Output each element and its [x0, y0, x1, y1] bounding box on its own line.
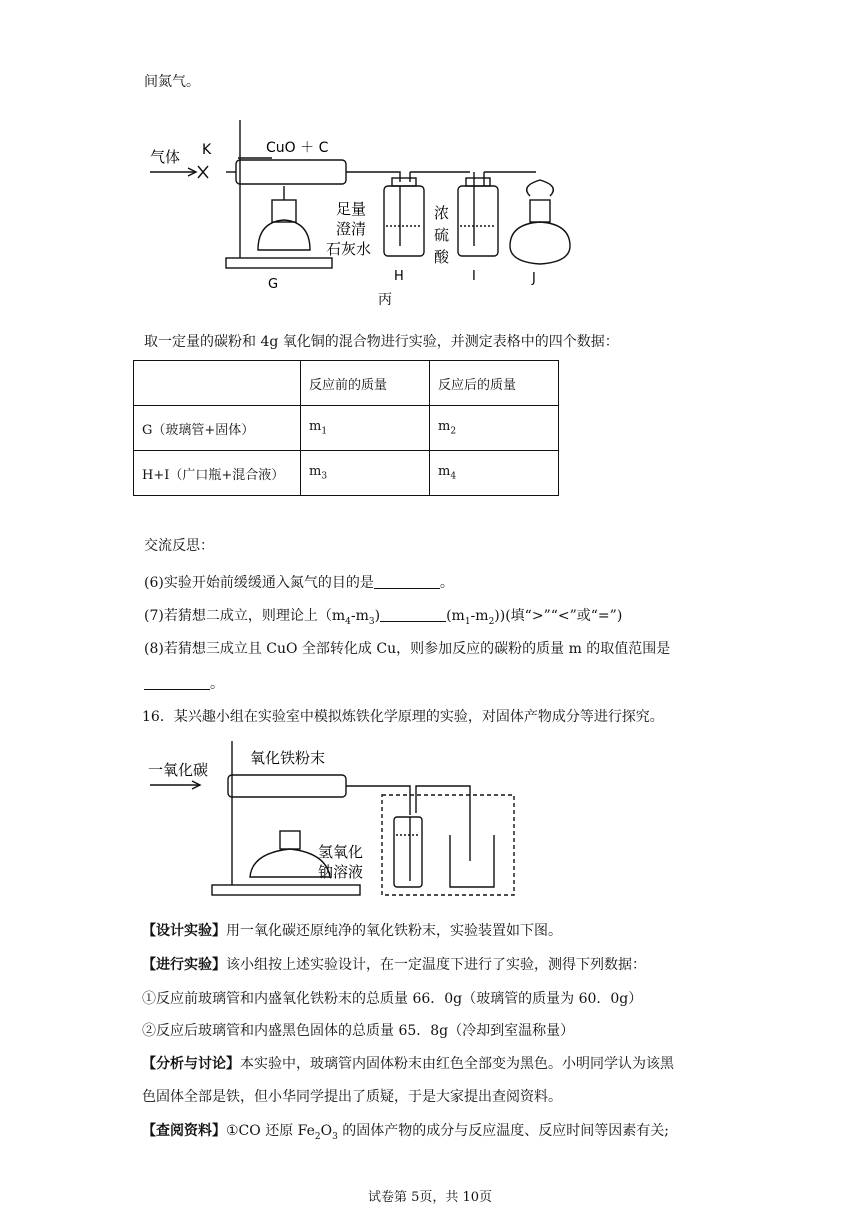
subscript: 3	[368, 616, 375, 627]
q6-end: 。	[439, 575, 454, 591]
analysis-line-2: 色固体全部是铁，但小华同学提出了质疑，于是大家提出查阅资料。	[142, 1089, 562, 1105]
mass-symbol: m	[309, 419, 322, 435]
table-cell	[301, 451, 430, 496]
q7-text: (m	[446, 608, 465, 624]
limewater-label-1: 足量	[336, 200, 367, 218]
naoh-label-1: 氢氧化	[318, 843, 364, 861]
q7-text: -m	[470, 608, 489, 624]
table-cell	[301, 406, 430, 451]
limewater-label-3: 石灰水	[326, 240, 372, 258]
gas-label-co: 一氧化碳	[148, 761, 209, 779]
info-text: O	[320, 1123, 333, 1139]
label-j: J	[532, 271, 536, 286]
label-g: G	[268, 277, 279, 292]
mass-symbol: m	[438, 464, 451, 480]
q7-text: )	[374, 608, 381, 624]
question-8: (8)若猜想三成立且 CuO 全部转化成 Cu，则参加反应的碳粉的质量 m 的取值范围是	[144, 641, 671, 657]
analysis-text: 本实验中，玻璃管内固体粉末由红色全部变为黑色。小明同学认为该黑	[240, 1056, 674, 1072]
subscript: 2	[488, 616, 495, 627]
limewater-label-2: 澄清	[336, 220, 367, 238]
section-tag: 【进行实验】	[142, 957, 226, 973]
q7-text: (7)若猜想二成立，则理论上（m	[144, 608, 346, 624]
acid-label-1: 浓	[434, 204, 450, 222]
label-h: H	[394, 269, 404, 284]
question-7	[144, 606, 622, 632]
table-cell: G（玻璃管+固体）	[134, 406, 301, 451]
data-line-1: ①反应前玻璃管和内盛氧化铁粉末的总质量 66．0g（玻璃管的质量为 60．0g）	[142, 991, 643, 1007]
data-line-2: ②反应后玻璃管和内盛黑色固体的总质量 65．8g（冷却到室温称量）	[142, 1023, 575, 1039]
gas-label: 气体	[150, 148, 181, 166]
reagent-label-fe2o3: 氧化铁粉末	[250, 749, 326, 767]
question-6	[144, 573, 454, 593]
subscript: 3	[321, 471, 328, 482]
page-footer: 试卷第 5页，共 10页	[367, 1190, 493, 1205]
acid-label-2: 硫	[434, 226, 450, 244]
naoh-label-2: 钠溶液	[318, 863, 364, 881]
analysis-line	[142, 1054, 674, 1074]
label-i: I	[472, 269, 476, 284]
table-cell: 反应前的质量	[301, 361, 430, 406]
table-cell: H+I（广口瓶+混合液）	[134, 451, 301, 496]
text-line: 交流反思：	[144, 538, 214, 554]
section-tag: 【分析与讨论】	[142, 1056, 240, 1072]
subscript: 1	[321, 426, 328, 437]
q7-text: -m	[350, 608, 369, 624]
q8-end: 。	[210, 676, 224, 692]
subscript: 1	[464, 616, 471, 627]
text-line: 取一定量的碳粉和 4g 氧化铜的混合物进行实验，并测定表格中的四个数据：	[144, 334, 619, 350]
info-text: 的固体产物的成分与反应温度、反应时间等因素有关;	[337, 1123, 669, 1139]
mass-table	[133, 360, 559, 496]
apparatus-figure-2	[0, 735, 860, 915]
acid-label-3: 酸	[434, 248, 450, 266]
answer-blank	[374, 574, 440, 589]
subscript: 2	[450, 426, 457, 437]
info-text: ①CO 还原 Fe	[226, 1123, 315, 1139]
design-text: 用一氧化碳还原纯净的氧化铁粉末，实验装置如下图。	[226, 923, 562, 939]
q7-text: ))(填“>”“<”或“=”)	[494, 608, 623, 624]
table-cell	[430, 451, 559, 496]
answer-blank	[144, 675, 210, 690]
apparatus-figure-1	[0, 0, 860, 320]
experiment-line	[142, 955, 646, 975]
q6-text: (6)实验开始前缓缓通入氮气的目的是	[144, 575, 374, 591]
subscript: 3	[332, 1131, 338, 1142]
subscript: 4	[345, 616, 351, 627]
mass-symbol: m	[438, 419, 451, 435]
figure-caption: 丙	[378, 292, 392, 308]
mass-symbol: m	[309, 464, 322, 480]
table-cell: 反应后的质量	[430, 361, 559, 406]
table-cell	[134, 361, 301, 406]
question-8-cont	[144, 674, 224, 694]
experiment-text: 该小组按上述实验设计，在一定温度下进行了实验，测得下列数据：	[226, 957, 646, 973]
table-cell	[430, 406, 559, 451]
subscript: 2	[314, 1131, 321, 1142]
section-tag: 【设计实验】	[142, 923, 226, 939]
question-16: 16．某兴趣小组在实验室中模拟炼铁化学原理的实验，对固体产物成分等进行探究。	[142, 709, 664, 725]
subscript: 4	[450, 471, 457, 482]
text-line: 间氮气。	[144, 74, 200, 90]
section-tag: 【查阅资料】	[142, 1123, 226, 1139]
reagent-label: CuO ＋ C	[266, 140, 329, 156]
info-line	[142, 1121, 669, 1147]
design-line	[142, 921, 562, 941]
answer-blank	[380, 607, 446, 622]
valve-label: K	[202, 142, 212, 158]
